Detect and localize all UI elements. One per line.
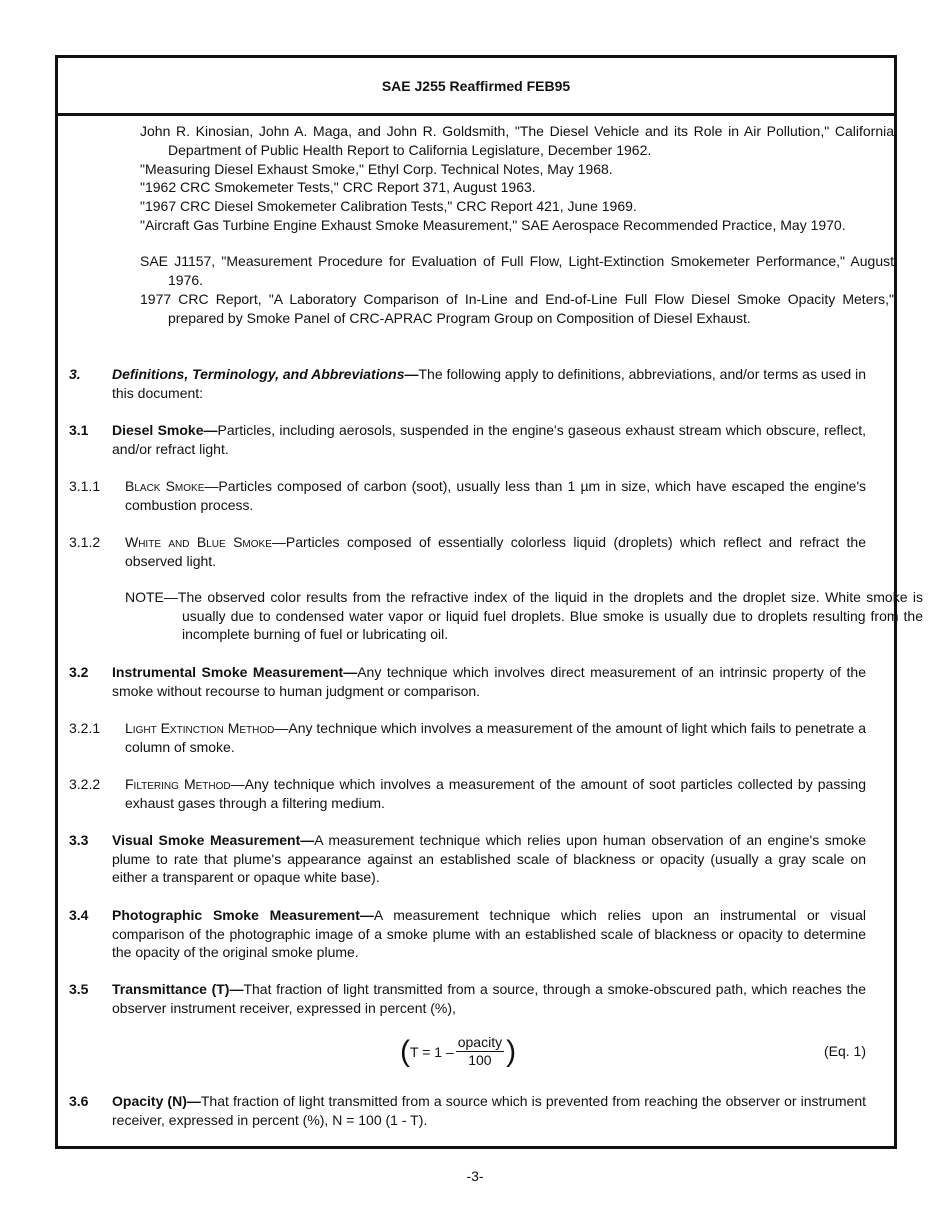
section-number: 3.2.1 <box>69 720 101 736</box>
section-text: —Particles composed of essentially colorless liquid (droplets) which reflect and refract the observed light. <box>125 534 867 569</box>
equation-expression <box>400 1034 516 1069</box>
section-text: —Any technique which involves a measurement of the amount of soot particles collected by passing exhaust gases through a filtering medium. <box>125 776 866 811</box>
equation-lhs: T = 1 – <box>410 1043 454 1060</box>
reference-item: John R. Kinosian, John A. Maga, and John R. Goldsmith, "The Diesel Vehicle and its Role in Air Pollution," California Department of Public Health Report to California Legislature, December 1962. <box>140 123 894 158</box>
section-3-5 <box>69 980 866 1017</box>
page-number: -3- <box>466 1168 484 1184</box>
section-number: 3.2.2 <box>69 776 101 792</box>
fraction-numerator: opacity <box>457 1034 503 1050</box>
section-title: Photographic Smoke Measurement— <box>112 907 374 923</box>
section-3-4 <box>69 906 866 962</box>
section-title: Definitions, Terminology, and Abbreviations— <box>112 366 419 382</box>
section-title: Diesel Smoke— <box>112 422 218 438</box>
section-number: 3.6 <box>69 1093 89 1109</box>
left-paren: ( <box>400 1034 410 1068</box>
section-title: White and Blue Smoke <box>125 534 272 550</box>
section-number: 3.1 <box>69 422 89 438</box>
reference-item: "Measuring Diesel Exhaust Smoke," Ethyl Corp. Technical Notes, May 1968. <box>140 161 613 177</box>
fraction <box>456 1034 504 1069</box>
section-number: 3.1.2 <box>69 534 101 550</box>
section-3-2-1 <box>69 719 866 756</box>
section-text: Particles, including aerosols, suspended in the engine's gaseous exhaust stream which obscure, reflect, and/or refract light. <box>112 422 866 457</box>
section-3-3 <box>69 831 866 887</box>
section-title: Transmittance (T)— <box>112 981 244 997</box>
equation-label: (Eq. 1) <box>823 1043 866 1059</box>
section-title: Black Smoke <box>125 478 205 494</box>
section-title: Visual Smoke Measurement— <box>112 832 315 848</box>
section-title: Instrumental Smoke Measurement— <box>112 664 358 680</box>
reference-item: SAE J1157, "Measurement Procedure for Evaluation of Full Flow, Light-Extinction Smokemeter Performance," August 1976. <box>140 253 894 288</box>
section-3 <box>69 365 866 402</box>
right-paren: ) <box>506 1034 517 1068</box>
section-text: —Any technique which involves a measurement of the amount of light which fails to penetrate a column of smoke. <box>125 720 866 755</box>
reference-item: "1967 CRC Diesel Smokemeter Calibration Tests," CRC Report 421, June 1969. <box>140 198 637 214</box>
section-number: 3. <box>69 366 81 382</box>
section-title: Light Extinction Method <box>125 720 275 736</box>
section-text: That fraction of light transmitted from a source which is prevented from reaching the observer or instrument receiver, expressed in percent (%), N = 100 (1 - T). <box>112 1093 866 1128</box>
section-3-2-2 <box>69 775 866 812</box>
page-frame <box>55 55 923 1149</box>
reference-item: "1962 CRC Smokemeter Tests," CRC Report 371, August 1963. <box>140 179 536 195</box>
section-3-2 <box>69 663 866 700</box>
section-3-1 <box>69 421 866 458</box>
reference-item: 1977 CRC Report, "A Laboratory Comparison of In-Line and End-of-Line Full Flow Diesel Smoke Opacity Meters," prepared by Smoke Panel of CRC-APRAC Program Group on Composition of Diesel Exhaust. <box>140 291 894 326</box>
section-number: 3.3 <box>69 832 89 848</box>
section-text: A measurement technique which relies upon an instrumental or visual comparison of the photographic image of a smoke plume with an established scale of blackness or opacity to determine the opacity of the original smoke plume. <box>112 907 866 961</box>
section-3-6 <box>69 1092 866 1129</box>
section-number: 3.1.1 <box>69 478 101 494</box>
section-text: That fraction of light transmitted from a source, through a smoke-obscured path, which reaches the observer instrument receiver, expressed in percent (%), <box>112 981 866 1016</box>
section-text: The following apply to definitions, abbreviations, and/or terms as used in this document: <box>112 366 866 401</box>
document-header: SAE J255 Reaffirmed FEB95 <box>58 58 894 116</box>
section-title: Opacity (N)— <box>112 1093 201 1109</box>
fraction-denominator: 100 <box>468 1052 492 1068</box>
section-text: Any technique which involves direct measurement of an intrinsic property of the smoke without recourse to human judgment or comparison. <box>112 664 866 699</box>
section-title: Filtering Method <box>125 776 231 792</box>
note: NOTE—The observed color results from the refractive index of the liquid in the droplets and the droplet size. White smoke is usually due to condensed water vapor or liquid fuel droplets. Blue smoke is usually due to droplets resulting from the incomplete burning of fuel or lubricating oil. <box>125 589 923 643</box>
section-number: 3.4 <box>69 907 89 923</box>
reference-item: "Aircraft Gas Turbine Engine Exhaust Smoke Measurement," SAE Aerospace Recommended Practice, May 1970. <box>140 217 846 233</box>
section-number: 3.5 <box>69 981 89 997</box>
section-text: A measurement technique which relies upon human observation of an engine's smoke plume to rate that plume's appearance against an established scale of blackness or opacity (usually a gray scale on either a transparent or opaque white base). <box>112 832 866 886</box>
section-3-1-1 <box>69 477 866 514</box>
section-number: 3.2 <box>69 664 89 680</box>
section-text: —Particles composed of carbon (soot), usually less than 1 µm in size, which have escaped the engine's combustion process. <box>125 478 866 513</box>
section-3-1-2 <box>69 533 866 570</box>
